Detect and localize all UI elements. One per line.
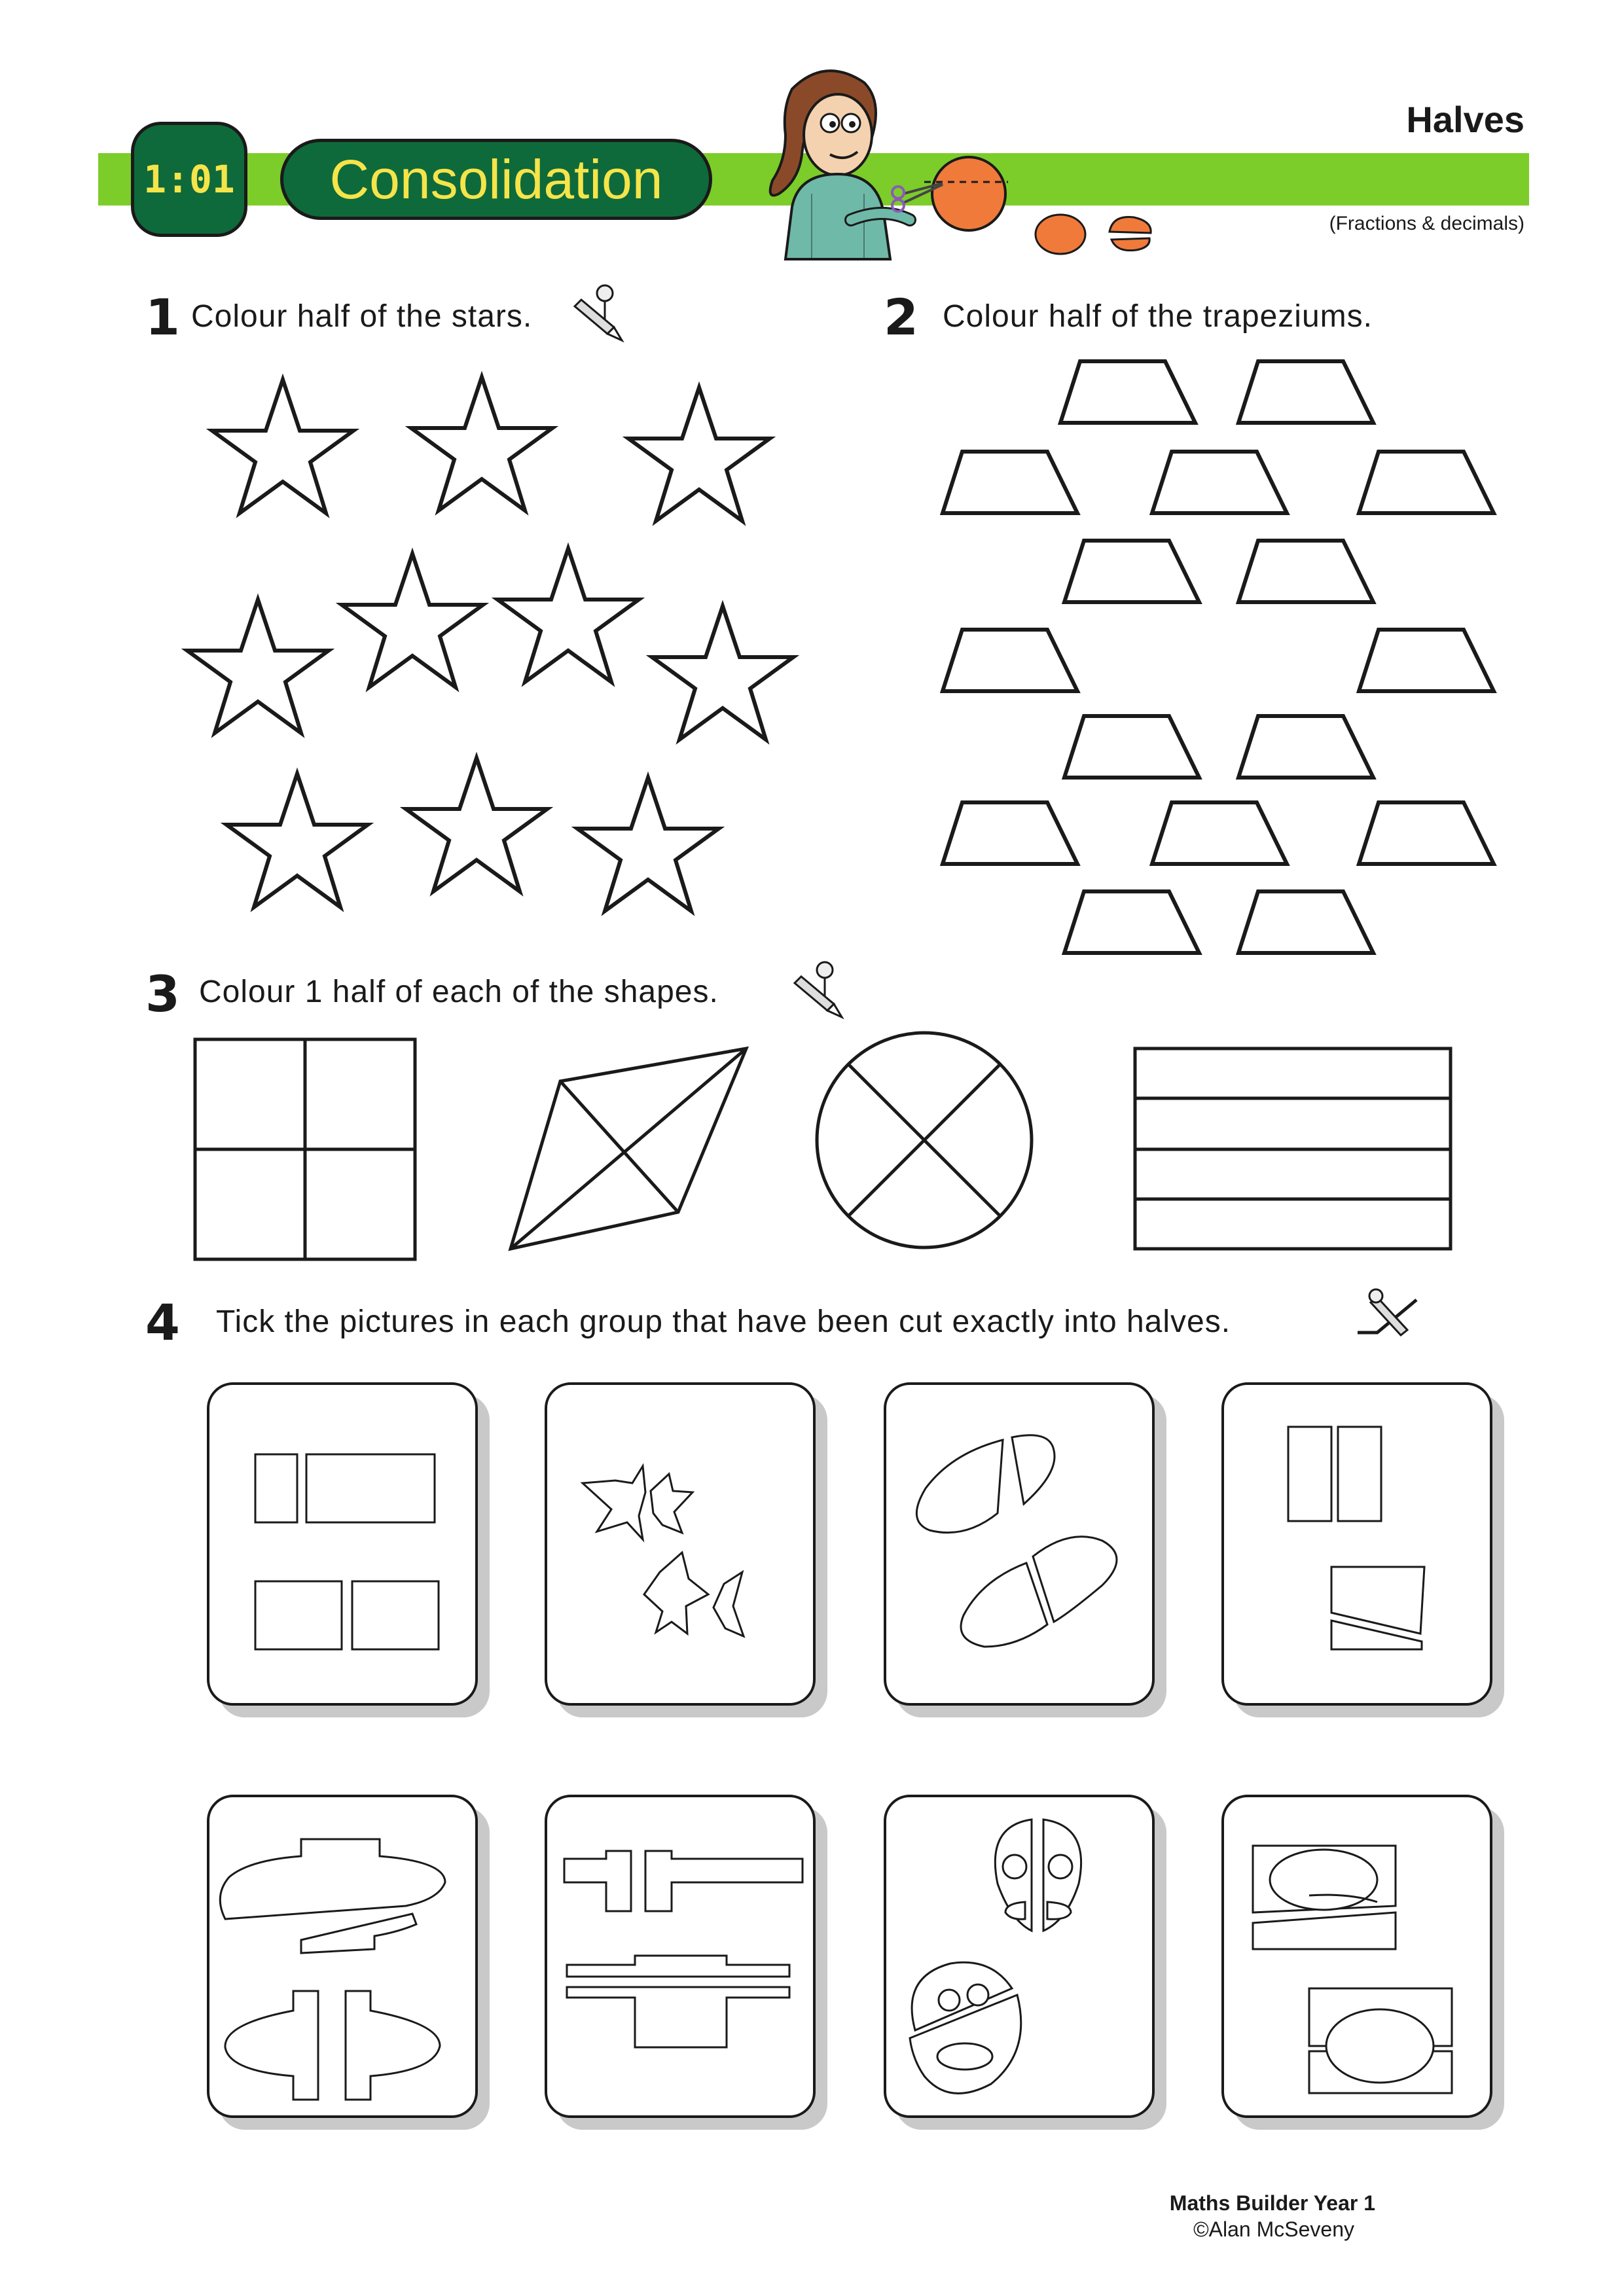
trapezium bbox=[1060, 361, 1195, 423]
question-3-number: 3 bbox=[145, 965, 180, 1023]
trapezium bbox=[1359, 802, 1494, 864]
card-rect-pairs[interactable] bbox=[1221, 1382, 1492, 1706]
trapezium bbox=[1238, 361, 1373, 423]
question-1-text: Colour half of the stars. bbox=[191, 299, 533, 334]
page-heading: Halves bbox=[1406, 99, 1525, 140]
trapezium bbox=[1238, 541, 1373, 602]
section-number-badge: 1:01 bbox=[131, 122, 247, 237]
card-ovals[interactable] bbox=[884, 1382, 1155, 1706]
card-rectangles[interactable] bbox=[207, 1382, 478, 1706]
pencil-icon bbox=[788, 957, 851, 1020]
rhombus-quarters bbox=[511, 1049, 746, 1249]
trapezium bbox=[1359, 630, 1494, 691]
trapeziums-group bbox=[0, 0, 1624, 982]
question-2-number: 2 bbox=[884, 288, 918, 346]
trapezium bbox=[1064, 716, 1199, 778]
trapezium bbox=[943, 630, 1077, 691]
question-2-text: Colour half of the trapeziums. bbox=[943, 299, 1373, 334]
section-title-badge: Consolidation bbox=[280, 139, 712, 220]
trapezium bbox=[1152, 802, 1287, 864]
card-stars-cut[interactable] bbox=[545, 1382, 816, 1706]
card-faces[interactable] bbox=[884, 1795, 1155, 2118]
topic-label: (Fractions & decimals) bbox=[1329, 213, 1525, 234]
trapezium bbox=[1238, 891, 1373, 953]
trapezium bbox=[943, 452, 1077, 513]
question-3-text: Colour 1 half of each of the shapes. bbox=[199, 975, 719, 1009]
square-quarters bbox=[195, 1039, 415, 1259]
trapezium bbox=[1359, 452, 1494, 513]
rectangle-strips bbox=[1135, 1049, 1451, 1249]
tick-pencil-icon bbox=[1351, 1287, 1424, 1350]
trapezium bbox=[943, 802, 1077, 864]
circle-quarters bbox=[817, 1033, 1032, 1247]
card-hats[interactable] bbox=[207, 1795, 478, 2118]
trapezium bbox=[1152, 452, 1287, 513]
card-t-shapes[interactable] bbox=[545, 1795, 816, 2118]
question-1-number: 1 bbox=[145, 288, 180, 346]
question-4-text: Tick the pictures in each group that have been cut exactly into halves. bbox=[216, 1304, 1231, 1339]
card-framed-ovals[interactable] bbox=[1221, 1795, 1492, 2118]
question-4-number: 4 bbox=[145, 1293, 180, 1352]
trapezium bbox=[1238, 716, 1373, 778]
trapezium bbox=[1064, 541, 1199, 602]
trapezium bbox=[1064, 891, 1199, 953]
divided-shapes bbox=[0, 1021, 1624, 1270]
footer-book-title: Maths Builder Year 1 bbox=[1169, 2191, 1375, 2215]
footer-copyright: ©Alan McSeveny bbox=[1193, 2217, 1354, 2241]
